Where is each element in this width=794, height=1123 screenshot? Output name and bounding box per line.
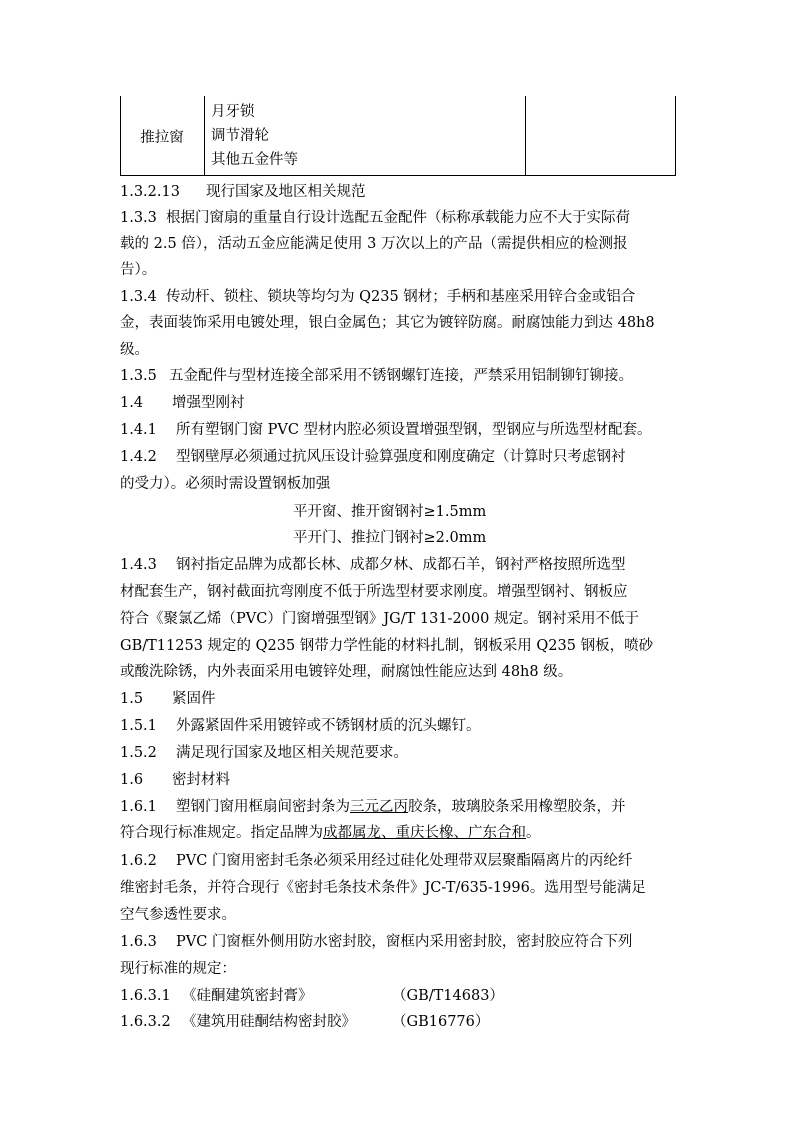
clause-1-6-3-1 — [120, 986, 680, 1006]
clause-1-3-2-13 — [120, 182, 680, 202]
hardware-table — [120, 96, 676, 176]
clause-line: 空气参透性要求。 — [120, 907, 236, 923]
clause-number: 1.5.1 — [120, 718, 157, 734]
clause-1-6-1 — [120, 797, 680, 817]
clause-text: 。 — [526, 825, 541, 841]
clause-1-6-2 — [120, 851, 680, 871]
requirement-line: 平开门、推拉门钢衬≥2.0mm — [293, 530, 487, 546]
clause-line: 现行标准的规定： — [120, 961, 236, 977]
section-1-4 — [120, 393, 680, 413]
clause-number: 1.6.2 — [120, 853, 157, 869]
standard-code: （GB16776） — [392, 1014, 490, 1030]
clause-text: 塑钢门窗用框扇间密封条为 — [176, 799, 350, 815]
clause-line: 级。 — [120, 342, 149, 358]
table-item-list — [211, 100, 298, 172]
clause-line: 或酸洗除锈，内外表面采用电镀锌处理，耐腐蚀性能应达到 48h8 级。 — [120, 664, 573, 680]
clause-1-4-2 — [120, 447, 680, 467]
clause-text: PVC 门窗框外侧用防水密封胶，窗框内采用密封胶，密封胶应符合下列 — [176, 934, 633, 950]
clause-text: 传动杆、锁柱、锁块等均匀为 Q235 钢材；手柄和基座采用锌合金或铝合 — [166, 289, 636, 305]
clause-line — [120, 823, 680, 843]
section-number: 1.5 — [120, 691, 144, 707]
clause-number: 1.4.3 — [120, 557, 157, 573]
clause-1-5-1 — [120, 716, 680, 736]
clause-text: PVC 门窗用密封毛条必须采用经过硅化处理带双层聚酯隔离片的丙纶纤 — [176, 853, 633, 869]
clause-text: 所有塑钢门窗 PVC 型材内腔必须设置增强型钢，型钢应与所选型材配套。 — [176, 422, 652, 438]
clause-1-6-3 — [120, 932, 680, 952]
clause-line: 的受力）。必须时需设置钢板加强 — [120, 476, 331, 492]
clause-number: 1.6.3 — [120, 934, 157, 950]
clause-1-3-5 — [120, 366, 680, 386]
table-item: 月牙锁 — [211, 104, 255, 120]
table-divider — [204, 96, 205, 176]
clause-number: 1.3.3 — [120, 210, 157, 226]
standard-title: 《硅酮建筑密封膏》 — [182, 988, 313, 1004]
clause-1-5-2 — [120, 743, 680, 763]
clause-number: 1.4.2 — [120, 449, 157, 465]
clause-number: 1.3.5 — [120, 368, 157, 384]
section-title: 密封材料 — [172, 772, 230, 788]
section-1-6 — [120, 770, 680, 790]
section-title: 增强型刚衬 — [172, 395, 245, 411]
clause-line: 符合《聚氯乙烯（PVC）门窗增强型钢》JG/T 131-2000 规定。钢衬采用不低于 — [120, 611, 639, 627]
underlined-brands: 成都属龙、重庆长橡、广东合和 — [323, 825, 526, 841]
clause-text: 五金配件与型材连接全部采用不锈钢螺钉连接，严禁采用铝制铆钉铆接。 — [169, 368, 633, 384]
clause-text: 符合现行标准规定。指定品牌为 — [120, 825, 323, 841]
table-row-label: 推拉窗 — [140, 129, 184, 146]
clause-text: 外露紧固件采用镀锌或不锈钢材质的沉头螺钉。 — [176, 718, 481, 734]
table-divider — [525, 96, 526, 176]
clause-line: 维密封毛条，并符合现行《密封毛条技术条件》JC-T/635-1996。选用型号能满足 — [120, 880, 646, 896]
clause-text: 型钢壁厚必须通过抗风压设计验算强度和刚度确定（计算时只考虑钢衬 — [176, 449, 626, 465]
clause-1-3-3 — [120, 208, 680, 228]
clause-number: 1.6.1 — [120, 799, 157, 815]
section-number: 1.4 — [120, 395, 144, 411]
section-title: 紧固件 — [172, 691, 216, 707]
clause-number: 1.6.3.1 — [120, 988, 171, 1004]
clause-number: 1.3.4 — [120, 289, 157, 305]
clause-number: 1.5.2 — [120, 745, 157, 761]
table-item: 调节滑轮 — [211, 128, 269, 144]
underlined-term: 三元乙丙 — [350, 799, 408, 815]
clause-1-6-3-2 — [120, 1012, 680, 1032]
standard-code: （GB/T14683） — [392, 988, 504, 1004]
table-border-right — [675, 96, 676, 176]
clause-1-4-3 — [120, 555, 680, 575]
clause-text: 满足现行国家及地区相关规范要求。 — [176, 745, 408, 761]
clause-number: 1.4.1 — [120, 422, 157, 438]
clause-line: 金，表面装饰采用电镀处理，银白金属色；其它为镀锌防腐。耐腐蚀能力到达 48h8 — [120, 315, 655, 331]
requirement-line: 平开窗、推开窗钢衬≥1.5mm — [293, 504, 487, 520]
section-1-5 — [120, 689, 680, 709]
table-item: 其他五金件等 — [211, 152, 298, 168]
clause-line: 载的 2.5 倍），活动五金应能满足使用 3 万次以上的产品（需提供相应的检测报 — [120, 236, 628, 252]
clause-number: 1.6.3.2 — [120, 1014, 171, 1030]
standard-title: 《建筑用硅酮结构密封胶》 — [182, 1014, 356, 1030]
clause-line: GB/T11253 规定的 Q235 钢带力学性能的材料扎制，钢板采用 Q235 钢板，喷砂 — [120, 638, 654, 654]
clause-text: 胶条，玻璃胶条采用橡塑胶条，并 — [408, 799, 626, 815]
clause-number: 1.3.2.13 — [120, 184, 180, 200]
clause-line: 材配套生产，钢衬截面抗弯刚度不低于所选型材要求刚度。增强型钢衬、钢板应 — [120, 584, 628, 600]
clause-text: 根据门窗扇的重量自行设计选配五金配件（标称承载能力应不大于实际荷 — [166, 210, 630, 226]
clause-1-4-1 — [120, 420, 680, 440]
clause-1-3-4 — [120, 287, 680, 307]
section-number: 1.6 — [120, 772, 144, 788]
clause-text: 现行国家及地区相关规范 — [206, 184, 366, 200]
clause-line: 告）。 — [120, 262, 157, 278]
clause-text: 钢衬指定品牌为成都长林、成都夕林、成都石羊，钢衬严格按照所选型 — [176, 557, 626, 573]
